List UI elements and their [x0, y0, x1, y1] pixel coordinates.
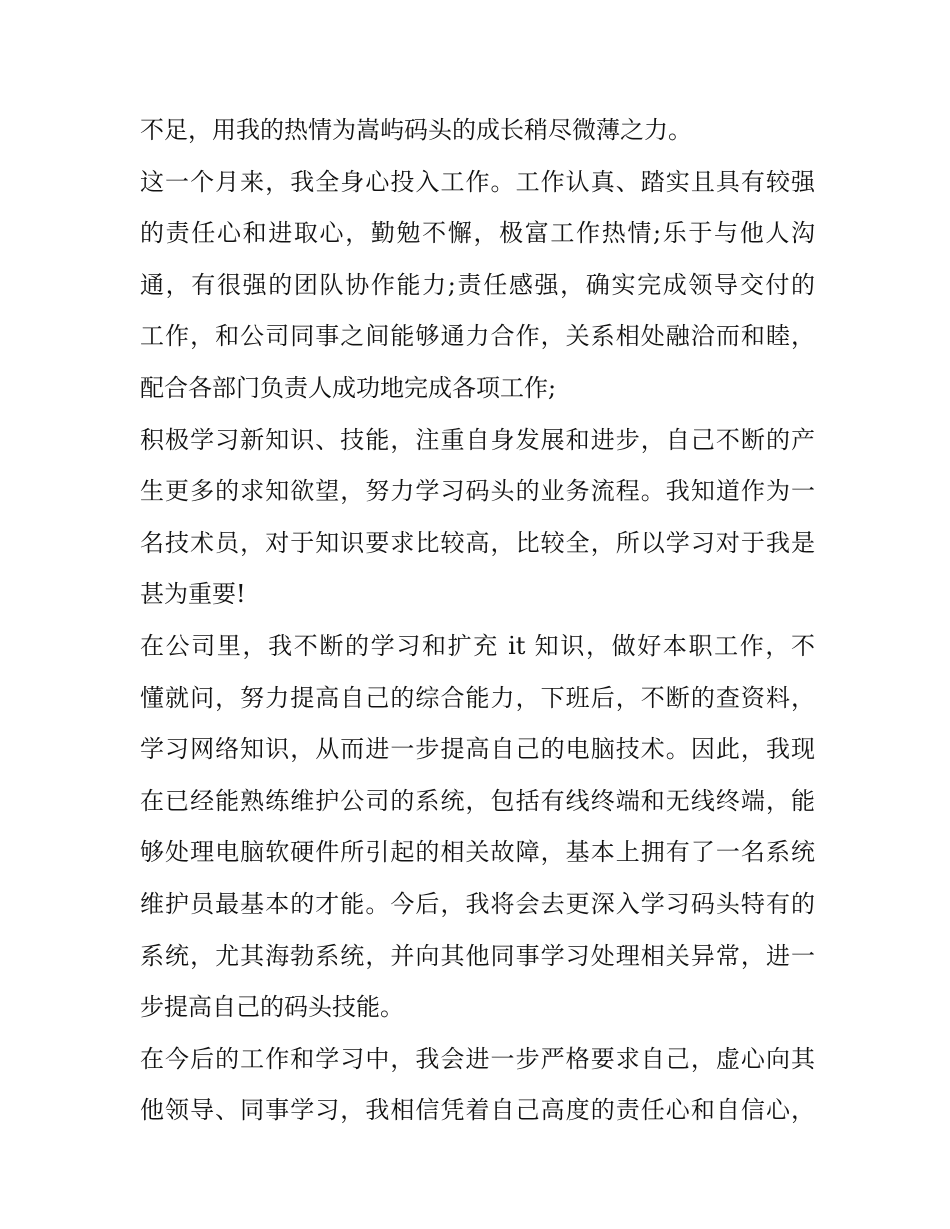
text-line: 他领导、同事学习，我相信凭着自己高度的责任心和自信心，	[140, 1096, 815, 1125]
text-line: 学习网络知识，从而进一步提高自己的电脑技术。因此，我现	[140, 735, 815, 764]
text-line: 步提高自己的码头技能。	[140, 993, 404, 1022]
text-line: 配合各部门负责人成功地完成各项工作;	[140, 373, 557, 402]
text-line: 不足，用我的热情为嵩屿码头的成长稍尽微薄之力。	[140, 116, 692, 144]
text-line: 这一个月来，我全身心投入工作。工作认真、踏实且具有较强	[140, 167, 815, 196]
text-line: 系统，尤其海勃系统，并向其他同事学习处理相关异常，进一	[140, 941, 815, 970]
text-line: 的责任心和进取心，勤勉不懈，极富工作热情;乐于与他人沟	[140, 219, 815, 248]
text-line: 在今后的工作和学习中，我会进一步严格要求自己，虚心向其	[140, 1044, 815, 1073]
text-line: 在公司里，我不断的学习和扩充 it 知识，做好本职工作，不	[140, 631, 815, 660]
document-body	[140, 108, 815, 1140]
text-line: 生更多的求知欲望，努力学习码头的业务流程。我知道作为一	[140, 477, 815, 506]
text-line: 名技术员，对于知识要求比较高，比较全，所以学习对于我是	[140, 528, 815, 557]
text-line: 积极学习新知识、技能，注重自身发展和进步，自己不断的产	[140, 425, 815, 454]
text-line: 维护员最基本的才能。今后，我将会去更深入学习码头特有的	[140, 889, 815, 918]
text-line: 甚为重要!	[140, 580, 246, 609]
text-line: 在已经能熟练维护公司的系统，包括有线终端和无线终端，能	[140, 786, 815, 815]
text-line: 够处理电脑软硬件所引起的相关故障，基本上拥有了一名系统	[140, 838, 815, 867]
text-line: 工作，和公司同事之间能够通力合作，关系相处融洽而和睦，	[140, 322, 815, 351]
text-line: 通，有很强的团队协作能力;责任感强，确实完成领导交付的	[140, 270, 815, 299]
text-line: 懂就问，努力提高自己的综合能力，下班后，不断的查资料，	[140, 683, 815, 712]
